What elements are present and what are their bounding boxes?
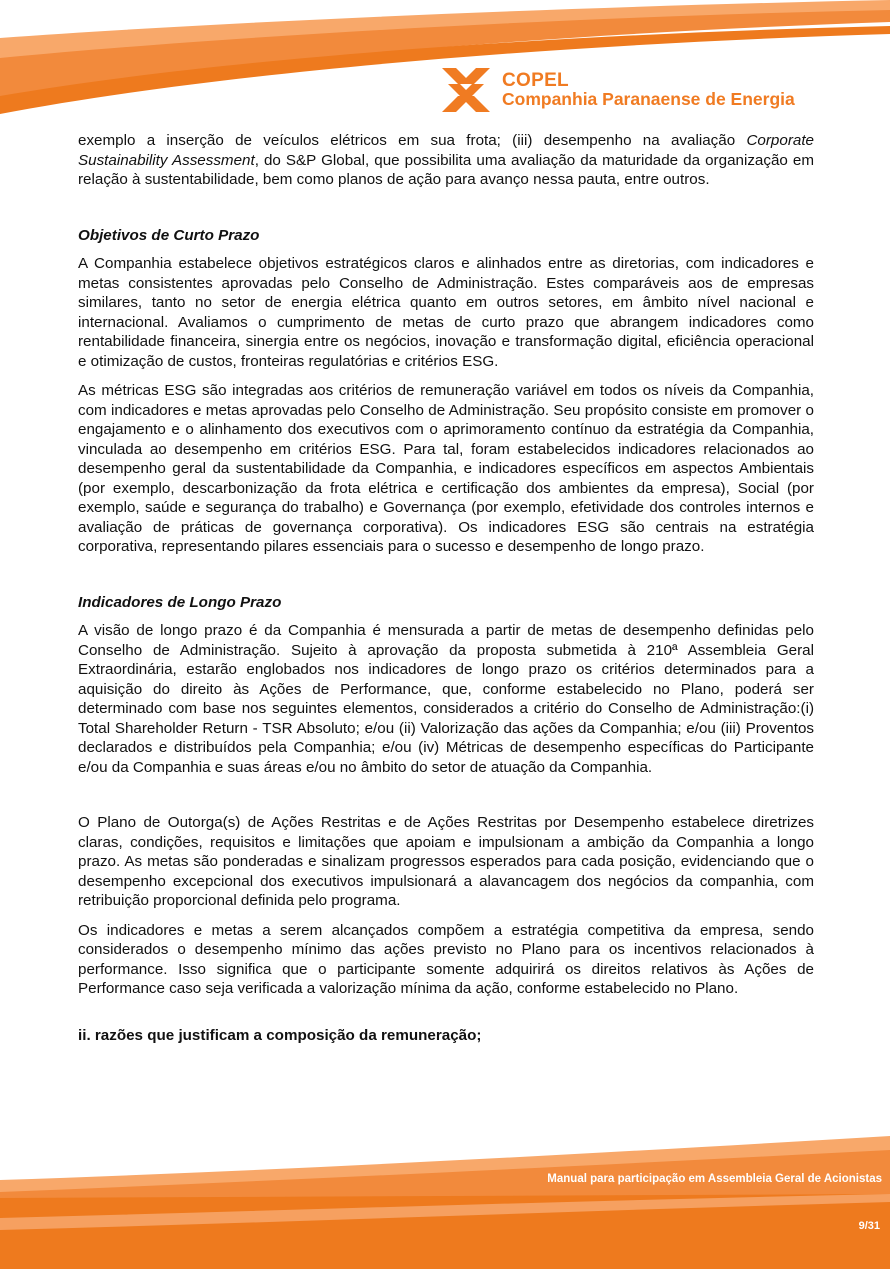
short-term-paragraph-2: As métricas ESG são integradas aos critérios de remuneração variável em todos os níveis da Companhia, com indicadores e metas aprovadas pelo Conselho de Administração. Seu propósito consiste em promover o engajamento e o alinhamento dos executivos com o aprimoramento contínuo da estratégia da Companhia, vinculada ao desempenho em critérios ESG. Para tal, foram estabelecidos indicadores relacionados ao desempenho geral da sustentabilidade da Companhia, e indicadores específicos em aspectos Ambientais (por exemplo, descarbonização da frota elétrica e certificação dos ambientes da empresa), Social (por exemplo, saúde e segurança do trabalho) e Governança (por exemplo, efetividade dos controles internos e avaliação de práticas de governança corporativa). Os indicadores ESG são centrais na estratégia corporativa, representando pilares essenciais para o sucesso e desempenho de longo prazo. — [78, 382, 814, 555]
intro-paragraph: exemplo a inserção de veículos elétricos em sua frota; (iii) desempenho na avaliação Corporate Sustainability Assessment, do S&P Global, que possibilita uma avaliação da maturidade da organização em relação à sustentabilidade, bem como planos de ação para avanço nessa pauta, entre outros. — [78, 132, 815, 188]
heading-long-term: Indicadores de Longo Prazo — [78, 593, 282, 611]
footer-stripes — [0, 1130, 890, 1269]
long-term-paragraph-2: O Plano de Outorga(s) de Ações Restritas e de Ações Restritas por Desempenho estabelece diretrizes claras, condições, requisitos e limitações que apoiam e impulsionam a ambição da Companhia a longo prazo. As metas são ponderadas e sinalizam progressos esperados para cada posição, evidenciando que o desempenho excepcional dos executivos impulsionará a alavancagem dos negócios da companhia, com retribuição proporcional definida pelo programa. — [78, 814, 814, 909]
copel-logo-icon — [440, 66, 492, 114]
corporate-sustainability-assessment: Corporate Sustainability Assessment — [78, 132, 814, 169]
document-body — [78, 131, 814, 1045]
section-ii-heading: ii. razões que justificam a composição da remuneração; — [78, 1026, 482, 1044]
heading-short-term: Objetivos de Curto Prazo — [78, 226, 260, 244]
company-logo — [440, 66, 795, 114]
logo-name: COPEL — [502, 70, 569, 91]
long-term-paragraph-1: A visão de longo prazo é da Companhia é mensurada a partir de metas de desempenho definidas pelo Conselho de Administração. Sujeito à aprovação da proposta submetida à 210ª Assembleia Geral Extraordinária, estarão englobados nos indicadores de longo prazo os critérios determinados para a aquisição do direito às Ações de Performance, que, conforme estabelecido no Plano, poderá ser determinado com base nos seguintes elementos, considerados a critério do Conselho de Administração:(i) Total Shareholder Return - TSR Absoluto; e/ou (ii) Valorização das ações da Companhia; e/ou (iii) Proventos declarados e distribuídos pela Companhia; e/ou (iv) Métricas de desempenho específicas do Participante e/ou da Companhia e suas áreas e/ou no âmbito do setor de atuação da Companhia. — [78, 622, 814, 776]
page-number: 9/31 — [858, 1220, 880, 1232]
short-term-paragraph-1: A Companhia estabelece objetivos estratégicos claros e alinhados entre as diretorias, com indicadores e metas consistentes aprovadas pelo Conselho de Administração. Estes comparáveis aos de empresas similares, tanto no setor de energia elétrica quanto em outros setores, em âmbito nível nacional e internacional. Avaliamos o cumprimento de metas de curto prazo que abrangem indicadores como rentabilidade financeira, sinergia entre os negócios, inovação e transformação digital, eficiência operacional e otimização de custos, fronteiras regulatórias e critérios ESG. — [78, 255, 814, 370]
company-name: Companhia Paranaense de Energia — [502, 89, 795, 109]
long-term-paragraph-3: Os indicadores e metas a serem alcançados compõem a estratégia competitiva da empresa, sendo considerados o desempenho mínimo das ações previsto no Plano para os incentivos relacionados à performance. Isso significa que o participante somente adquirirá os direitos relativos às Ações de Performance caso seja verificada a valorização mínima da ação, conforme estabelecido no Plano. — [78, 921, 814, 997]
footer-title: Manual para participação em Assembleia Geral de Acionistas — [547, 1173, 882, 1185]
